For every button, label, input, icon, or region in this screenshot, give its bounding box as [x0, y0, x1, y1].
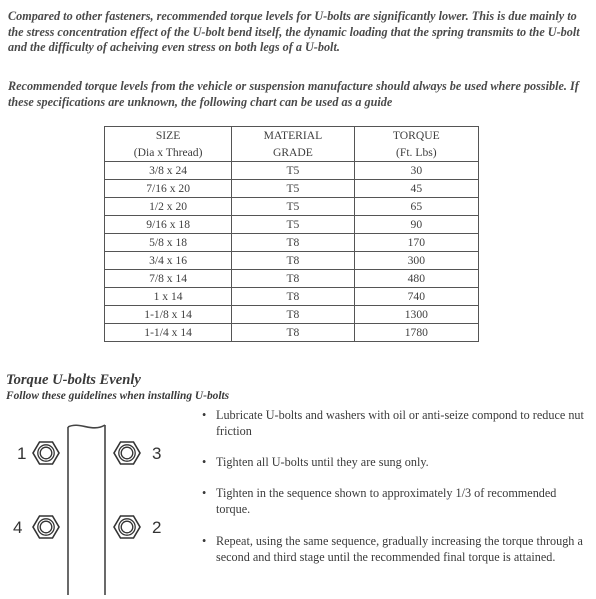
sequence-label-1: 1: [17, 444, 27, 463]
cell-grade: T5: [232, 216, 354, 234]
header-material-grade: GRADE: [232, 144, 354, 162]
table-row: [105, 198, 479, 216]
bullet: •: [202, 455, 207, 469]
list-item: [200, 454, 592, 470]
cell-grade: T8: [232, 324, 354, 342]
cell-size: 7/16 x 20: [105, 180, 232, 198]
spring-pack: [68, 425, 105, 595]
bullet: •: [202, 408, 207, 422]
cell-size: 9/16 x 18: [105, 216, 232, 234]
table-header-row: [105, 127, 479, 145]
sequence-label-4: 4: [13, 518, 23, 537]
table-row: [105, 306, 479, 324]
cell-grade: T5: [232, 198, 354, 216]
hex-nut-icon: [33, 442, 59, 464]
list-item: [200, 485, 592, 517]
header-material: MATERIAL: [232, 127, 354, 145]
section-subtitle: Follow these guidelines when installing U-bolts: [6, 390, 230, 402]
intro-paragraph-1: Compared to other fasteners, recommended torque levels for U-bolts are significantly lower. This is due mainly to the stress concentration effect of the U-bolt bend itself, the dynamic loading that the spring transmits to the U-bolt and the difficulty of acheiving even stress on both legs of a U-bolt.: [8, 9, 580, 54]
cell-size: 1 x 14: [105, 288, 232, 306]
step-text: Tighten in the sequence shown to approximately 1/3 of recommended torque.: [216, 486, 557, 516]
hex-nut-icon: [33, 516, 59, 538]
cell-torque: 740: [354, 288, 478, 306]
table-row: [105, 180, 479, 198]
intro-paragraph-2: Recommended torque levels from the vehicle or suspension manufacture should always be used where possible. If these specifications are unknown, the following chart can be used as a guide: [8, 79, 579, 109]
list-item: [200, 533, 592, 565]
step-text: Repeat, using the same sequence, gradually increasing the torque through a second and third stage until the recommended final torque is attained.: [216, 534, 583, 564]
cell-size: 3/8 x 24: [105, 162, 232, 180]
cell-size: 1-1/4 x 14: [105, 324, 232, 342]
step-text: Lubricate U-bolts and washers with oil or anti-seize compond to reduce nut friction: [216, 408, 584, 438]
cell-torque: 480: [354, 270, 478, 288]
list-item: [200, 407, 592, 439]
cell-torque: 90: [354, 216, 478, 234]
section-title: Torque U-bolts Evenly: [6, 372, 141, 388]
table-row: [105, 216, 479, 234]
cell-torque: 1300: [354, 306, 478, 324]
table-header-row: [105, 144, 479, 162]
hex-nut-icon: [114, 516, 140, 538]
cell-torque: 300: [354, 252, 478, 270]
cell-torque: 65: [354, 198, 478, 216]
step-text: Tighten all U-bolts until they are sung only.: [216, 455, 429, 469]
table-row: [105, 252, 479, 270]
header-size: SIZE: [105, 127, 232, 145]
torque-table: [104, 126, 479, 342]
cell-grade: T5: [232, 162, 354, 180]
cell-grade: T8: [232, 306, 354, 324]
cell-torque: 170: [354, 234, 478, 252]
cell-torque: 1780: [354, 324, 478, 342]
table-row: [105, 288, 479, 306]
cell-size: 3/4 x 16: [105, 252, 232, 270]
sequence-label-2: 2: [152, 518, 162, 537]
cell-grade: T8: [232, 288, 354, 306]
header-size-unit: (Dia x Thread): [105, 144, 232, 162]
cell-size: 1-1/8 x 14: [105, 306, 232, 324]
table-row: [105, 270, 479, 288]
table-row: [105, 162, 479, 180]
cell-grade: T8: [232, 270, 354, 288]
cell-torque: 45: [354, 180, 478, 198]
cell-grade: T5: [232, 180, 354, 198]
cell-grade: T8: [232, 234, 354, 252]
header-torque: TORQUE: [354, 127, 478, 145]
table-row: [105, 324, 479, 342]
header-torque-unit: (Ft. Lbs): [354, 144, 478, 162]
hex-nut-icon: [114, 442, 140, 464]
cell-grade: T8: [232, 252, 354, 270]
cell-size: 1/2 x 20: [105, 198, 232, 216]
cell-size: 7/8 x 14: [105, 270, 232, 288]
ubolt-tightening-diagram: [0, 415, 200, 595]
cell-torque: 30: [354, 162, 478, 180]
cell-size: 5/8 x 18: [105, 234, 232, 252]
bullet: •: [202, 486, 207, 500]
sequence-label-3: 3: [152, 444, 162, 463]
table-row: [105, 234, 479, 252]
bullet: •: [202, 534, 207, 548]
